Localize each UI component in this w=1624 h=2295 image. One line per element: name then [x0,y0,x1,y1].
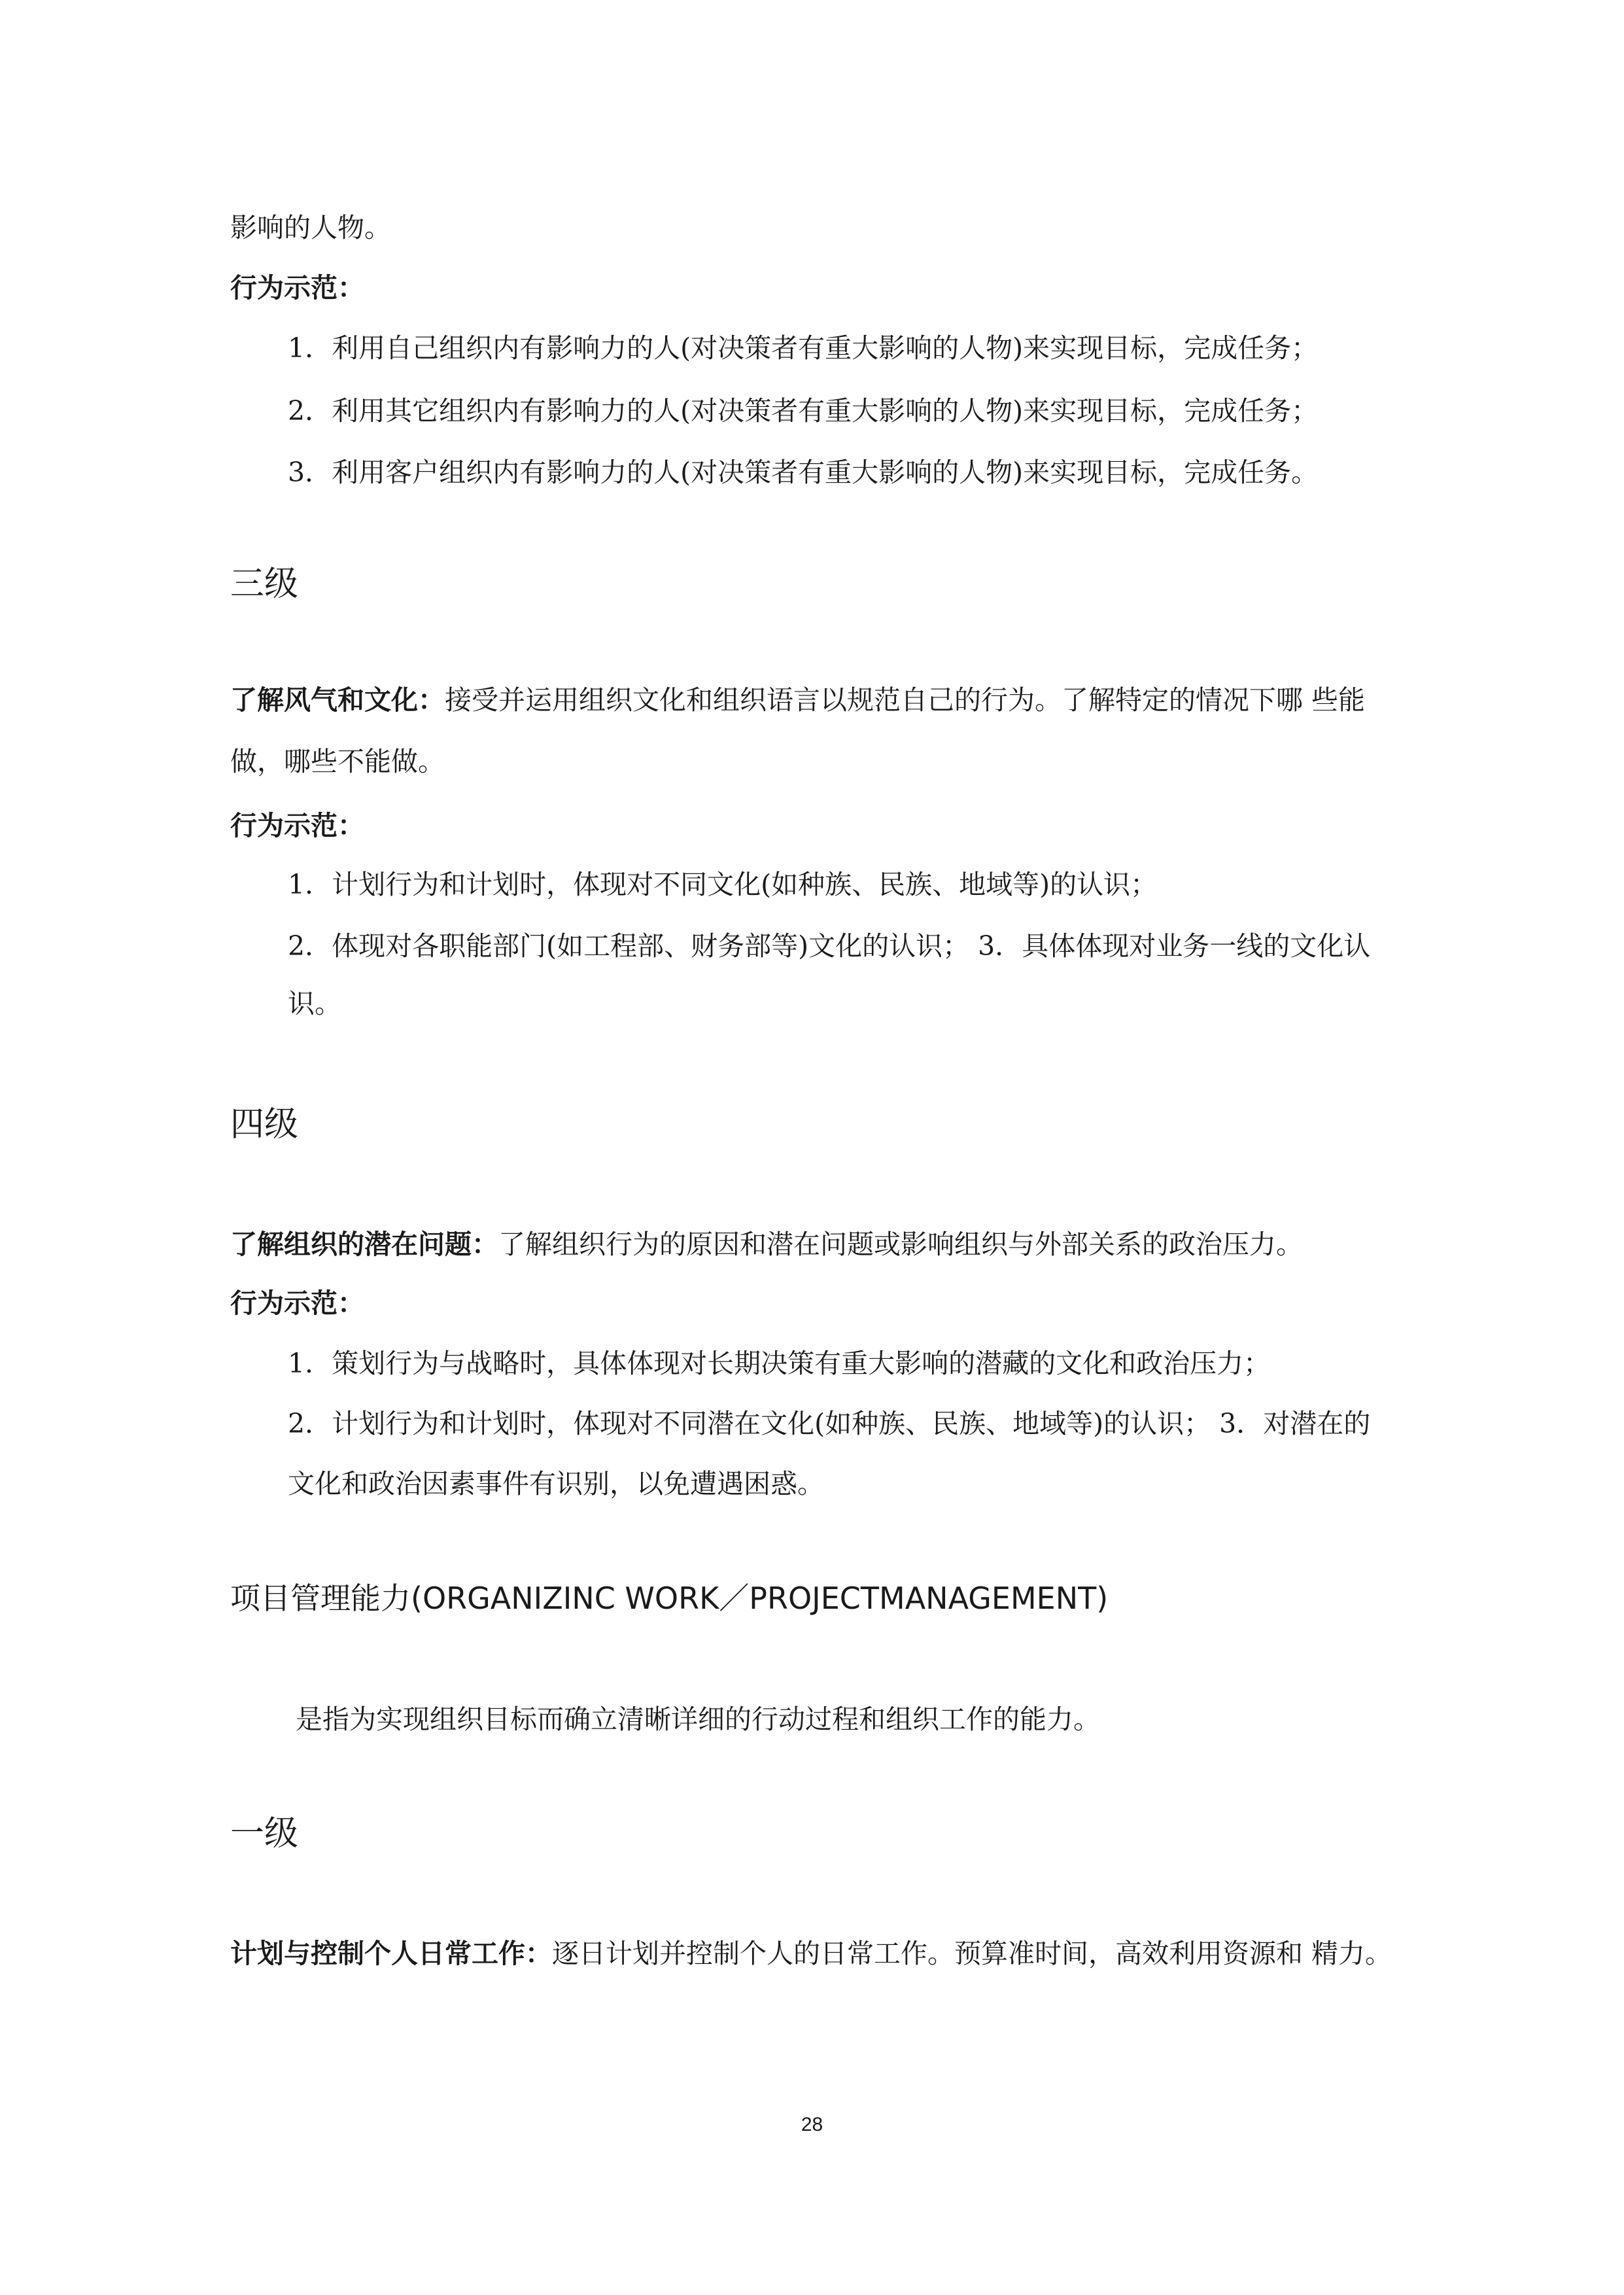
level-desc-text: 逐日计划并控制个人的日常工作。预算准时间，高效利用资源和 精力。 [552,1938,1392,1969]
level-description [230,1225,1506,1264]
list-item: 2．计划行为和计划时，体现对不同潜在文化(如种族、民族、地域等)的认识； 3．对潜在的 [288,1408,1371,1439]
level-term: 计划与控制个人日常工作： [230,1938,552,1969]
level-description [230,680,1506,720]
level-description [230,1934,1506,1973]
level-desc-text: 接受并运用组织文化和组织语言以规范自己的行为。了解特定的情况下哪 些能 [445,684,1366,716]
level-term: 了解风气和文化： [230,684,445,716]
list-item: 3．利用客户组织内有影响力的人(对决策者有重大影响的人物)来实现目标，完成任务。 [288,457,1319,488]
list-item: 1．策划行为与战略时，具体体现对长期决策有重大影响的潜藏的文化和政治压力； [288,1348,1271,1379]
behavior-label: 行为示范： [230,810,364,841]
level-term: 了解组织的潜在问题： [230,1229,498,1260]
level-heading: 一级 [230,1814,299,1853]
list-item-continued: 识。 [288,988,341,1019]
list-item-continued: 文化和政治因素事件有识别，以免遭遇困惑。 [288,1468,824,1499]
level-description-continued: 做，哪些不能做。 [230,746,445,777]
section-definition: 是指为实现组织目标而确立清晰详细的行动过程和组织工作的能力。 [296,1704,1100,1735]
list-item: 1．利用自己组织内有影响力的人(对决策者有重大影响的人物)来实现目标，完成任务； [288,332,1319,364]
page-number: 28 [801,2114,823,2135]
list-item: 2．体现对各职能部门(如工程部、财务部等)文化的认识； 3．具体体现对业务一线的文化认 [288,930,1371,962]
level-desc-text: 了解组织行为的原因和潜在问题或影响组织与外部关系的政治压力。 [498,1229,1303,1260]
behavior-label: 行为示范： [230,1288,364,1319]
behavior-label: 行为示范： [230,272,364,304]
level-heading: 四级 [230,1105,299,1144]
continuation-text: 影响的人物。 [230,212,391,243]
level-heading: 三级 [230,565,299,604]
section-title: 项目管理能力(ORGANIZINC WORK／PROJECTMANAGEMENT) [230,1581,1109,1616]
list-item: 2．利用其它组织内有影响力的人(对决策者有重大影响的人物)来实现目标，完成任务； [288,395,1319,427]
list-item: 1．计划行为和计划时，体现对不同文化(如种族、民族、地域等)的认识； [288,869,1158,900]
